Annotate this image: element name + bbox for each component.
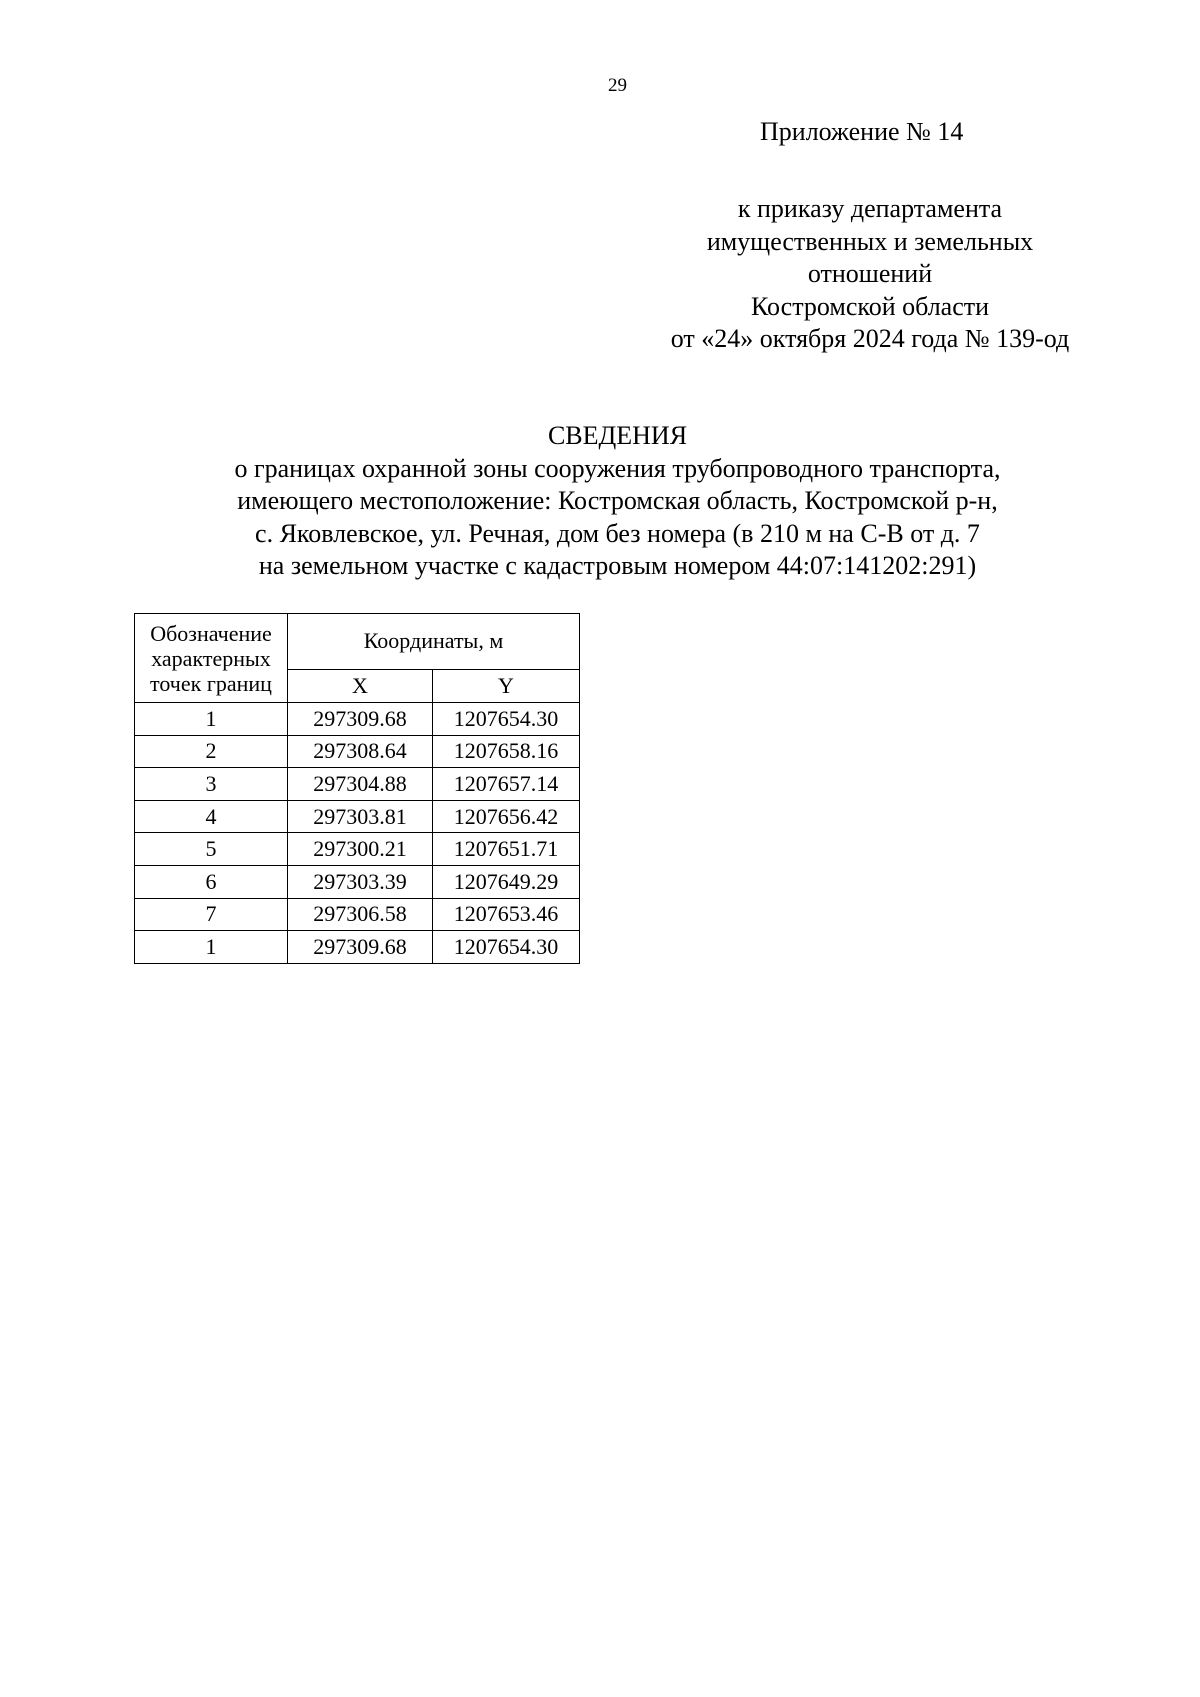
table-row xyxy=(135,703,580,736)
header-y: Y xyxy=(433,669,580,702)
appendix-ref-line: имущественных и земельных xyxy=(706,226,1034,256)
cell-x: 297309.68 xyxy=(288,931,433,964)
cell-point: 6 xyxy=(135,865,288,898)
heading-line: с. Яковлевское, ул. Речная, дом без номера (в 210 м на С-В от д. 7 xyxy=(255,518,980,548)
table-row xyxy=(135,931,580,964)
appendix-title: Приложение № 14 xyxy=(760,117,964,146)
cell-y: 1207656.42 xyxy=(433,800,580,833)
cell-y: 1207649.29 xyxy=(433,865,580,898)
cell-x: 297308.64 xyxy=(288,735,433,768)
cell-y: 1207653.46 xyxy=(433,898,580,931)
heading-line: имеющего местоположение: Костромская область, Костромской р-н, xyxy=(237,486,998,515)
table-row xyxy=(135,898,580,931)
cell-point: 2 xyxy=(135,735,288,768)
cell-point: 7 xyxy=(135,898,288,931)
cell-x: 297303.39 xyxy=(288,865,433,898)
appendix-ref-line: к приказу департамента xyxy=(737,194,1003,223)
table-header-row xyxy=(135,614,580,670)
appendix-ref-line: от «24» октября 2024 года № 139-од xyxy=(670,324,1070,353)
cell-x: 297303.81 xyxy=(288,800,433,833)
cell-y: 1207651.71 xyxy=(433,833,580,866)
cell-point: 1 xyxy=(135,931,288,964)
cell-y: 1207654.30 xyxy=(433,703,580,736)
appendix-ref-line: Костромской области xyxy=(750,291,990,321)
cell-point: 1 xyxy=(135,703,288,736)
heading-line: на земельном участке с кадастровым номером 44:07:141202:291) xyxy=(258,551,977,580)
heading-title: СВЕДЕНИЯ xyxy=(547,421,688,450)
table-row xyxy=(135,768,580,801)
cell-point: 5 xyxy=(135,833,288,866)
document-heading xyxy=(0,420,1200,583)
cell-x: 297309.68 xyxy=(288,703,433,736)
cell-x: 297300.21 xyxy=(288,833,433,866)
heading-line: о границах охранной зоны сооружения трубопроводного транспорта, xyxy=(234,453,1001,483)
cell-y: 1207657.14 xyxy=(433,768,580,801)
appendix-reference xyxy=(620,193,1120,356)
header-point-line: Обозначение xyxy=(150,620,272,646)
header-point-designation xyxy=(135,614,288,703)
cell-x: 297304.88 xyxy=(288,768,433,801)
cell-x: 297306.58 xyxy=(288,898,433,931)
page-number: 29 xyxy=(608,75,627,96)
cell-point: 3 xyxy=(135,768,288,801)
appendix-ref-line: отношений xyxy=(807,259,933,288)
table-row xyxy=(135,800,580,833)
header-point-line: точек границ xyxy=(150,670,272,696)
header-point-line: характерных xyxy=(151,645,271,671)
cell-y: 1207658.16 xyxy=(433,735,580,768)
cell-point: 4 xyxy=(135,800,288,833)
table-row xyxy=(135,735,580,768)
cell-y: 1207654.30 xyxy=(433,931,580,964)
header-coordinates: Координаты, м xyxy=(288,614,580,670)
coordinates-table xyxy=(134,613,580,964)
header-x: X xyxy=(288,669,433,702)
table-row xyxy=(135,833,580,866)
table-row xyxy=(135,865,580,898)
